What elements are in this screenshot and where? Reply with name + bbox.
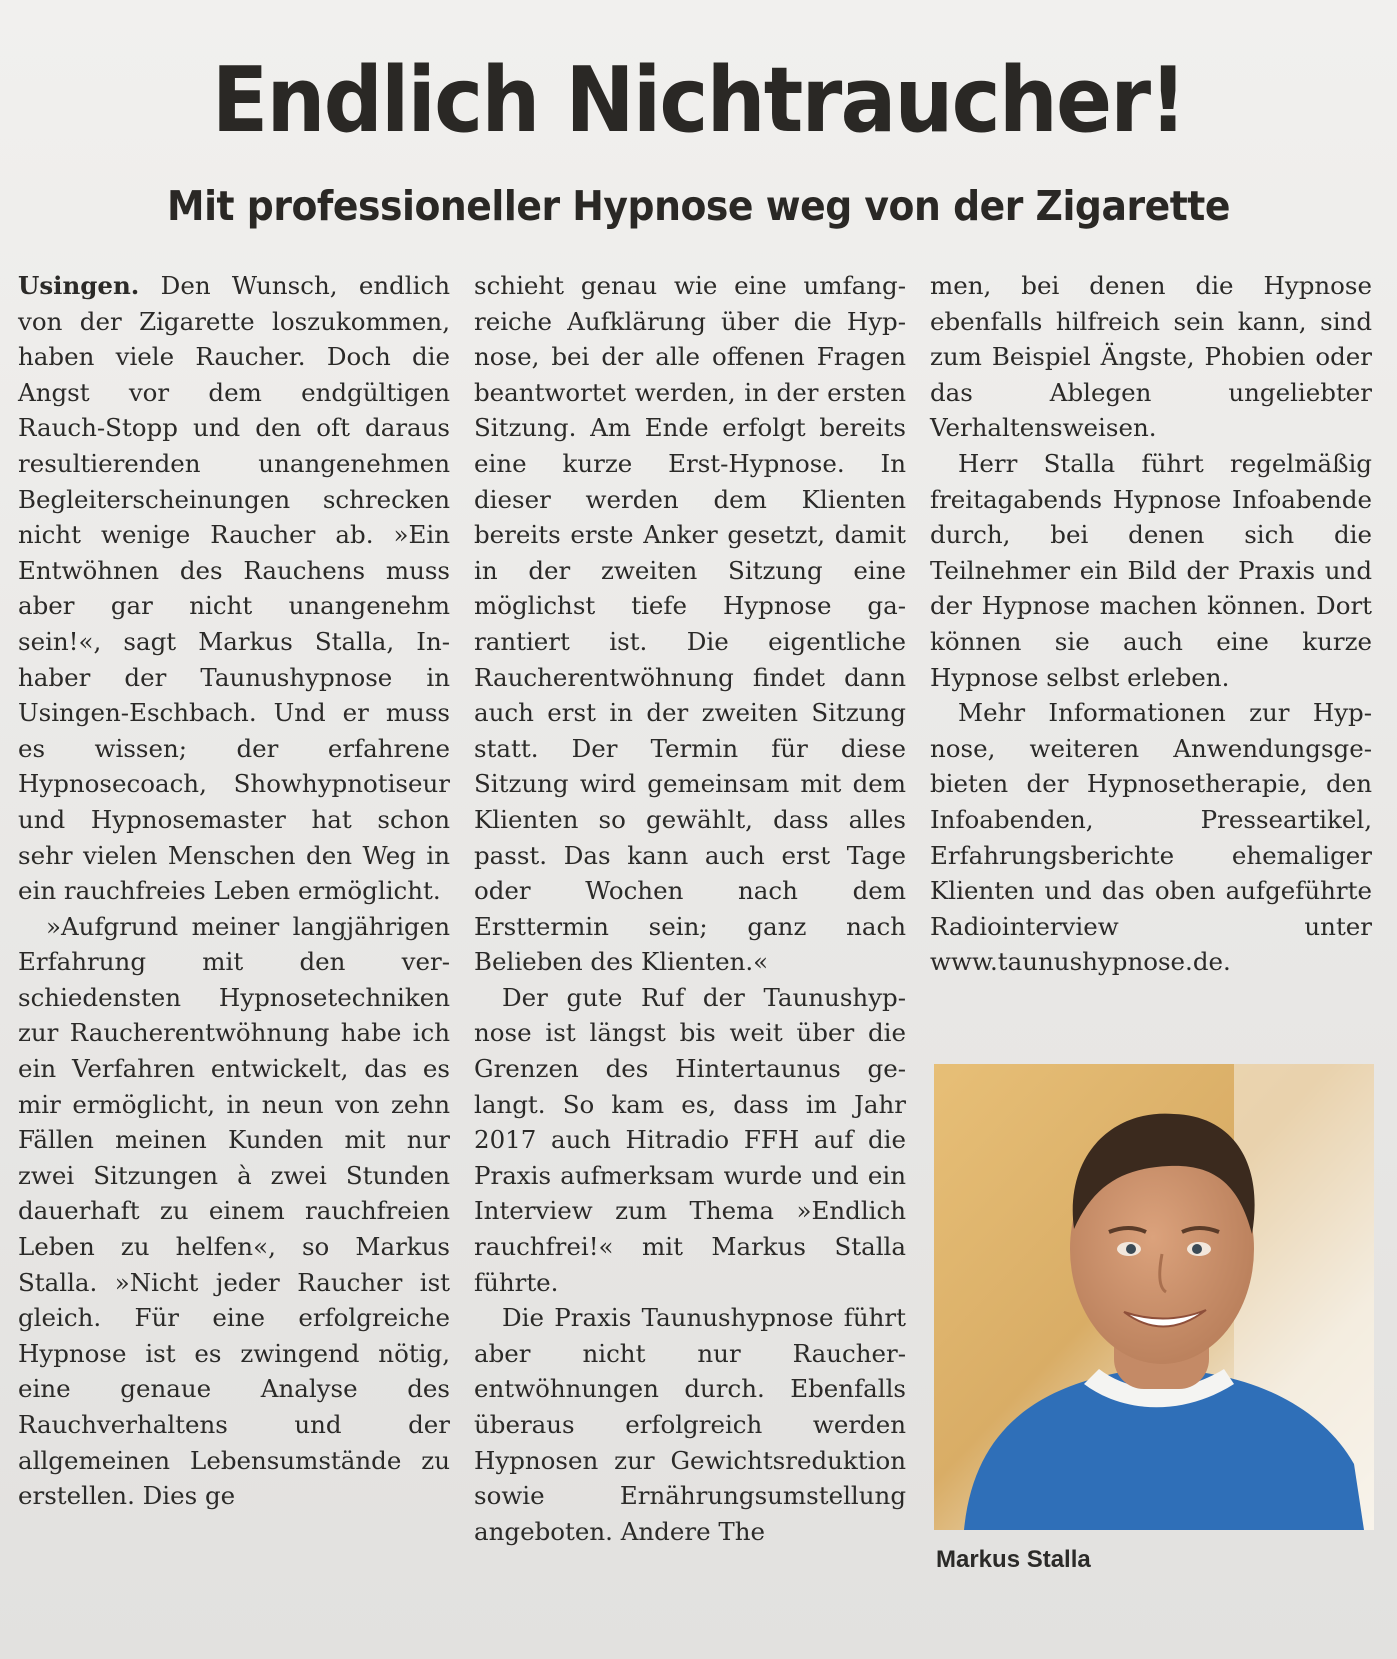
article-column-2 (474, 268, 906, 1549)
paragraph: Herr Stalla führt regelmäßig freitagabends Hypnose Infoabende durch, bei denen sich die Teilnehmer ein Bild der Praxis und der Hypnose machen können. Dort können sie auch eine kurze Hypnose selbst erleben. (930, 448, 1372, 692)
paragraph: men, bei denen die Hypnose ebenfalls hilfreich sein kann, sind zum Beispiel Ängste, Phobien oder das Ablegen ungeliebter Verhaltensweisen. (930, 271, 1372, 443)
paragraph: »Aufgrund meiner langjährigen Erfahrung mit den verschiedensten Hypnosetechniken zur Raucherentwöhnung habe ich ein Verfahren entwickelt, das es mir ermöglicht, in neun von zehn Fällen meinen Kunden mit nur zwei Sitzungen à zwei Stunden dauerhaft zu einem rauchfreien Leben zu helfen«, so Markus Stalla. »Nicht jeder Raucher ist gleich. Für eine erfolgreiche Hypnose ist es zwingend nötig, eine genaue Analyse des Rauchverhaltens und der allgemeinen Lebensumstände zu erstellen. Dies ge (18, 911, 450, 1511)
article-column-1 (18, 268, 450, 1514)
paragraph (18, 268, 450, 909)
subheadline: Mit professioneller Hypnose weg von der Zigarette (166, 182, 1230, 230)
paragraph-text: Den Wunsch, endlich von der Zigarette loszukommen, haben viele Raucher. Doch die Angst vor dem endgültigen Rauch-Stopp und den oft daraus resultierenden unangenehmen Begleiterscheinungen schrecken nicht wenige Raucher ab. »Ein Entwöhnen des Rauchens muss aber gar nicht unangenehm sein!«, sagt Markus Stalla, Inhaber der Taunushypnose in Usingen-Eschbach. Und er muss es wissen; der erfahrene Hypnosecoach, Showhypnotiseur und Hypnosemaster hat schon sehr vielen Menschen den Weg in ein rauchfreies Leben ermöglicht. (18, 271, 450, 906)
article-column-3 (930, 268, 1372, 980)
paragraph: Der gute Ruf der Taunushypnose ist längst bis weit über die Grenzen des Hintertaunus gelangt. So kam es, dass im Jahr 2017 auch Hitradio FFH auf die Praxis aufmerksam wurde und ein Interview zum Thema »Endlich rauchfrei!« mit Markus Stalla führte. (474, 982, 906, 1297)
paragraph: schieht genau wie eine umfangreiche Aufklärung über die Hypnose, bei der alle offenen Fragen beantwortet werden, in der ersten Sitzung. Am Ende erfolgt bereits eine kurze Erst-Hypnose. In dieser werden dem Klienten bereits erste Anker gesetzt, damit in der zweiten Sitzung eine möglichst tiefe Hypnose garantiert ist. Die eigentliche Raucherentwöhnung findet dann auch erst in der zweiten Sitzung statt. Der Termin für diese Sitzung wird gemeinsam mit dem Klienten so gewählt, dass alles passt. Das kann auch erst Tage oder Wochen nach dem Ersttermin sein; ganz nach Belieben des Klienten.« (474, 271, 906, 977)
headline: Endlich Nichtraucher! (211, 48, 1186, 153)
photo-caption: Markus Stalla (936, 1546, 1091, 1573)
paragraph: Die Praxis Taunushypnose führt aber nicht nur Raucherentwöhnungen durch. Ebenfalls überaus erfolgreich werden Hypnosen zur Gewichtsreduktion sowie Ernährungsumstellung angeboten. Andere The (474, 1303, 906, 1546)
portrait-photo (934, 1064, 1374, 1530)
dateline-location: Usingen. (18, 271, 140, 300)
portrait-illustration (934, 1064, 1374, 1530)
paragraph: Mehr Informationen zur Hypnose, weiteren Anwendungsgebieten der Hypnosetherapie, den Infoabenden, Presseartikel, Erfahrungsberichte ehemaliger Klienten und das oben aufgeführte Radiointerview unter www.taunushypnose.de. (930, 698, 1372, 977)
